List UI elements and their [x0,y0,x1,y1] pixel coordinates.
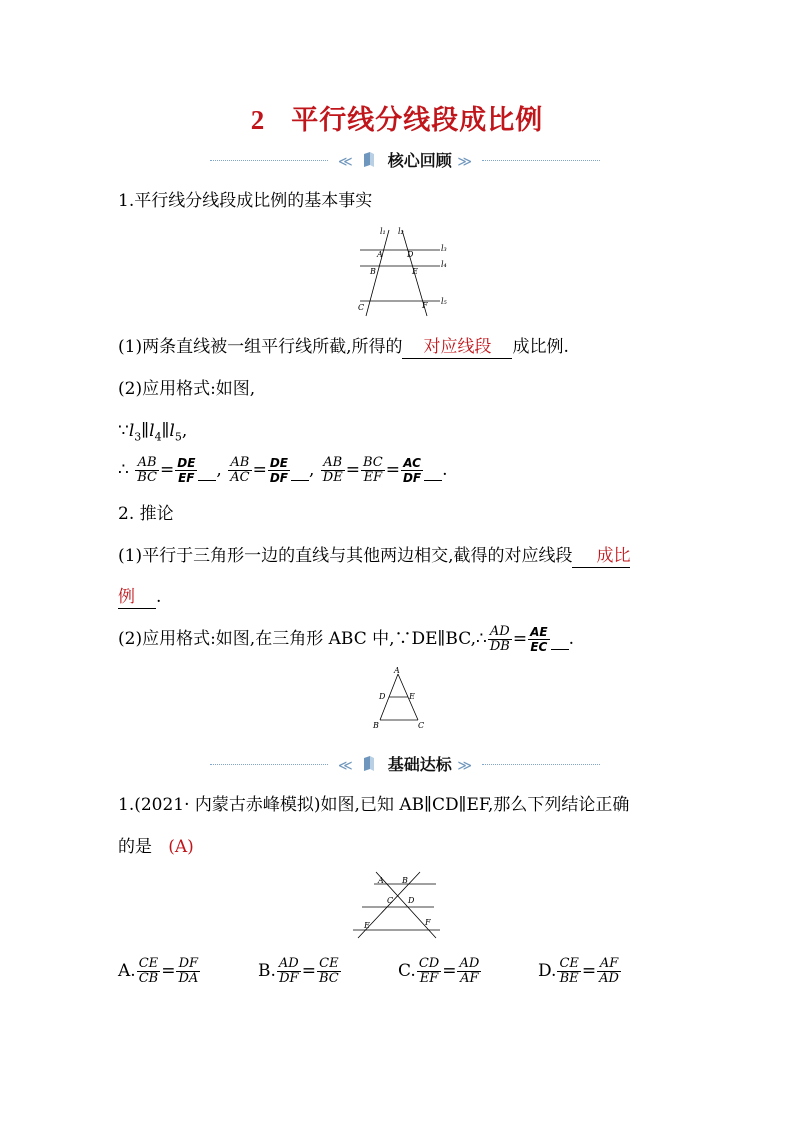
option-b[interactable]: B. $\frac{AD}{DF}$ = $\frac{CE}{BC}$ [258,956,339,986]
divider-right [482,764,600,765]
p5-answer-b: 例 [118,586,156,609]
label-B: B [373,721,379,730]
fraction: $\frac{AD}{DF}$ [278,956,299,986]
label-A: A [377,250,383,259]
option-a[interactable]: A. $\frac{CE}{CB}$ = $\frac{DF}{DA}$ [118,956,199,986]
fraction: $\frac{CD}{EF}$ [418,956,440,986]
paragraph-6: (2)应用格式:如图,在三角形 ABC 中,∵DE∥BC,∴ $\frac{AD}{DB}$ = $\frac{AE}{EC}$ . [118,624,574,654]
answer-fraction: $\frac{DE}{DF}$ [269,456,288,485]
fraction: $\frac{CE}{CB}$ [138,956,159,986]
double-chevron-right-icon: ≫ [457,758,473,774]
label-l2: l₂ [398,227,404,236]
fraction: $\frac{BC}{EF}$ [362,455,383,485]
double-chevron-left-icon: ≪ [337,758,353,774]
because-symbol: ∵ [118,421,129,441]
l3-sub: 3 [134,430,142,444]
option-letter: C. [398,961,416,981]
label-E: E [409,692,415,701]
divider-left [210,160,328,161]
label-l1: l₁ [380,227,386,236]
label-l5: l₅ [441,297,447,306]
label-A: A [394,666,400,675]
therefore-symbol: ∴ [118,460,129,480]
answer-fraction: $\frac{DE}{EF}$ [177,456,196,485]
comma: , [181,421,188,441]
label-D: D [379,692,386,701]
fraction: $\frac{AB}{DE}$ [322,455,343,485]
p5-prefix: (1)平行于三角形一边的直线与其他两边相交,截得的对应线段 [118,546,573,566]
label-B: B [402,876,408,885]
period: . [156,587,162,607]
q1-stem-end: 的是 [118,837,152,857]
parallel-symbol: ∥ [161,421,170,441]
question-1-line2 [118,836,194,858]
paragraph-5-cont [118,586,161,609]
option-d[interactable]: D. $\frac{CE}{BE}$ = $\frac{AF}{AD}$ [538,956,619,986]
q1-answer: (A) [168,837,194,857]
section-label-wrap [330,148,480,171]
label-F: F [422,301,428,310]
title-text: 平行线分线段成比例 [291,105,544,136]
title-number: 2 [250,105,266,135]
p1-suffix: 成比例. [512,337,569,357]
label-E: E [412,267,418,276]
p6-prefix: (2)应用格式:如图,在三角形 ABC 中,∵DE∥BC,∴ [118,629,487,649]
question-1-line1: 1.(2021· 内蒙古赤峰模拟)如图,已知 AB∥CD∥EF,那么下列结论正确 [118,795,630,815]
paragraph-1 [118,336,569,359]
fraction: $\frac{CE}{BE}$ [559,956,579,986]
blank-underline [424,480,442,481]
paragraph-3 [118,420,187,448]
option-letter: D. [538,961,557,981]
l3-symbol: l [128,421,135,441]
divider-right [482,160,600,161]
answer-fraction: $\frac{AE}{EC}$ [530,625,548,654]
fraction: $\frac{AD}{DB}$ [489,624,510,654]
fraction: $\frac{AD}{AF}$ [459,956,480,986]
label-C: C [358,303,365,312]
label-D: D [407,250,414,259]
answer-fraction: $\frac{AC}{DF}$ [402,456,422,485]
figure-transversals [350,870,442,942]
p5-answer-a: 成比 [572,545,630,568]
label-A: A [378,876,384,885]
p1-prefix: (1)两条直线被一组平行线所截,所得的 [118,337,403,357]
option-letter: B. [258,961,276,981]
l5-sub: 5 [174,430,182,444]
label-F: F [425,918,431,927]
double-chevron-left-icon: ≪ [337,154,353,170]
blank-underline [291,480,309,481]
paragraph-5 [118,545,630,568]
figure-parallel-lines [352,224,452,320]
section-label-wrap [330,752,480,775]
label-l3: l₃ [441,244,447,253]
page-title [0,98,794,137]
label-B: B [370,267,376,276]
book-icon [362,152,376,168]
item1-heading: 1.平行线分线段成比例的基本事实 [118,191,373,211]
blank-underline [198,480,216,481]
paragraph-2: (2)应用格式:如图, [118,379,256,399]
option-c[interactable]: C. $\frac{CD}{EF}$ = $\frac{AD}{AF}$ [398,956,480,986]
label-C: C [418,721,425,730]
section-label: 核心回顾 [387,151,452,170]
label-E: E [364,921,370,930]
paragraph-4: ∴ $\frac{AB}{BC}$ = $\frac{DE}{EF}$ , $\frac{AB}{AC}$ = $\frac{DE}{DF}$ , $\frac{AB}{DE}$ = $\frac{BC}{EF}$ = $\frac{AC}{DF}$ . [118,455,448,485]
option-letter: A. [118,961,136,981]
label-l4: l₄ [441,260,447,269]
blank-underline [551,649,569,650]
section-header-core-review [210,148,600,174]
fraction: $\frac{AB}{BC}$ [137,455,157,485]
double-chevron-right-icon: ≫ [457,154,473,170]
fraction: $\frac{AB}{AC}$ [230,455,250,485]
fraction: $\frac{CE}{BC}$ [318,956,339,986]
label-D: D [408,896,415,905]
item2-heading: 2. 推论 [118,504,174,524]
figure-triangle [368,666,434,732]
l4-symbol: l [149,421,155,441]
section-header-basics [210,752,600,778]
fraction: $\frac{AF}{AD}$ [599,956,619,986]
equals: = [159,460,175,480]
fraction: $\frac{DF}{DA}$ [178,956,199,986]
book-icon [362,756,376,772]
divider-left [210,764,328,765]
label-C: C [387,896,394,905]
l5-symbol: l [169,421,175,441]
section-label: 基础达标 [387,755,452,774]
parallel-symbol: ∥ [141,421,150,441]
p1-answer: 对应线段 [402,336,512,359]
l4-sub: 4 [154,430,162,444]
